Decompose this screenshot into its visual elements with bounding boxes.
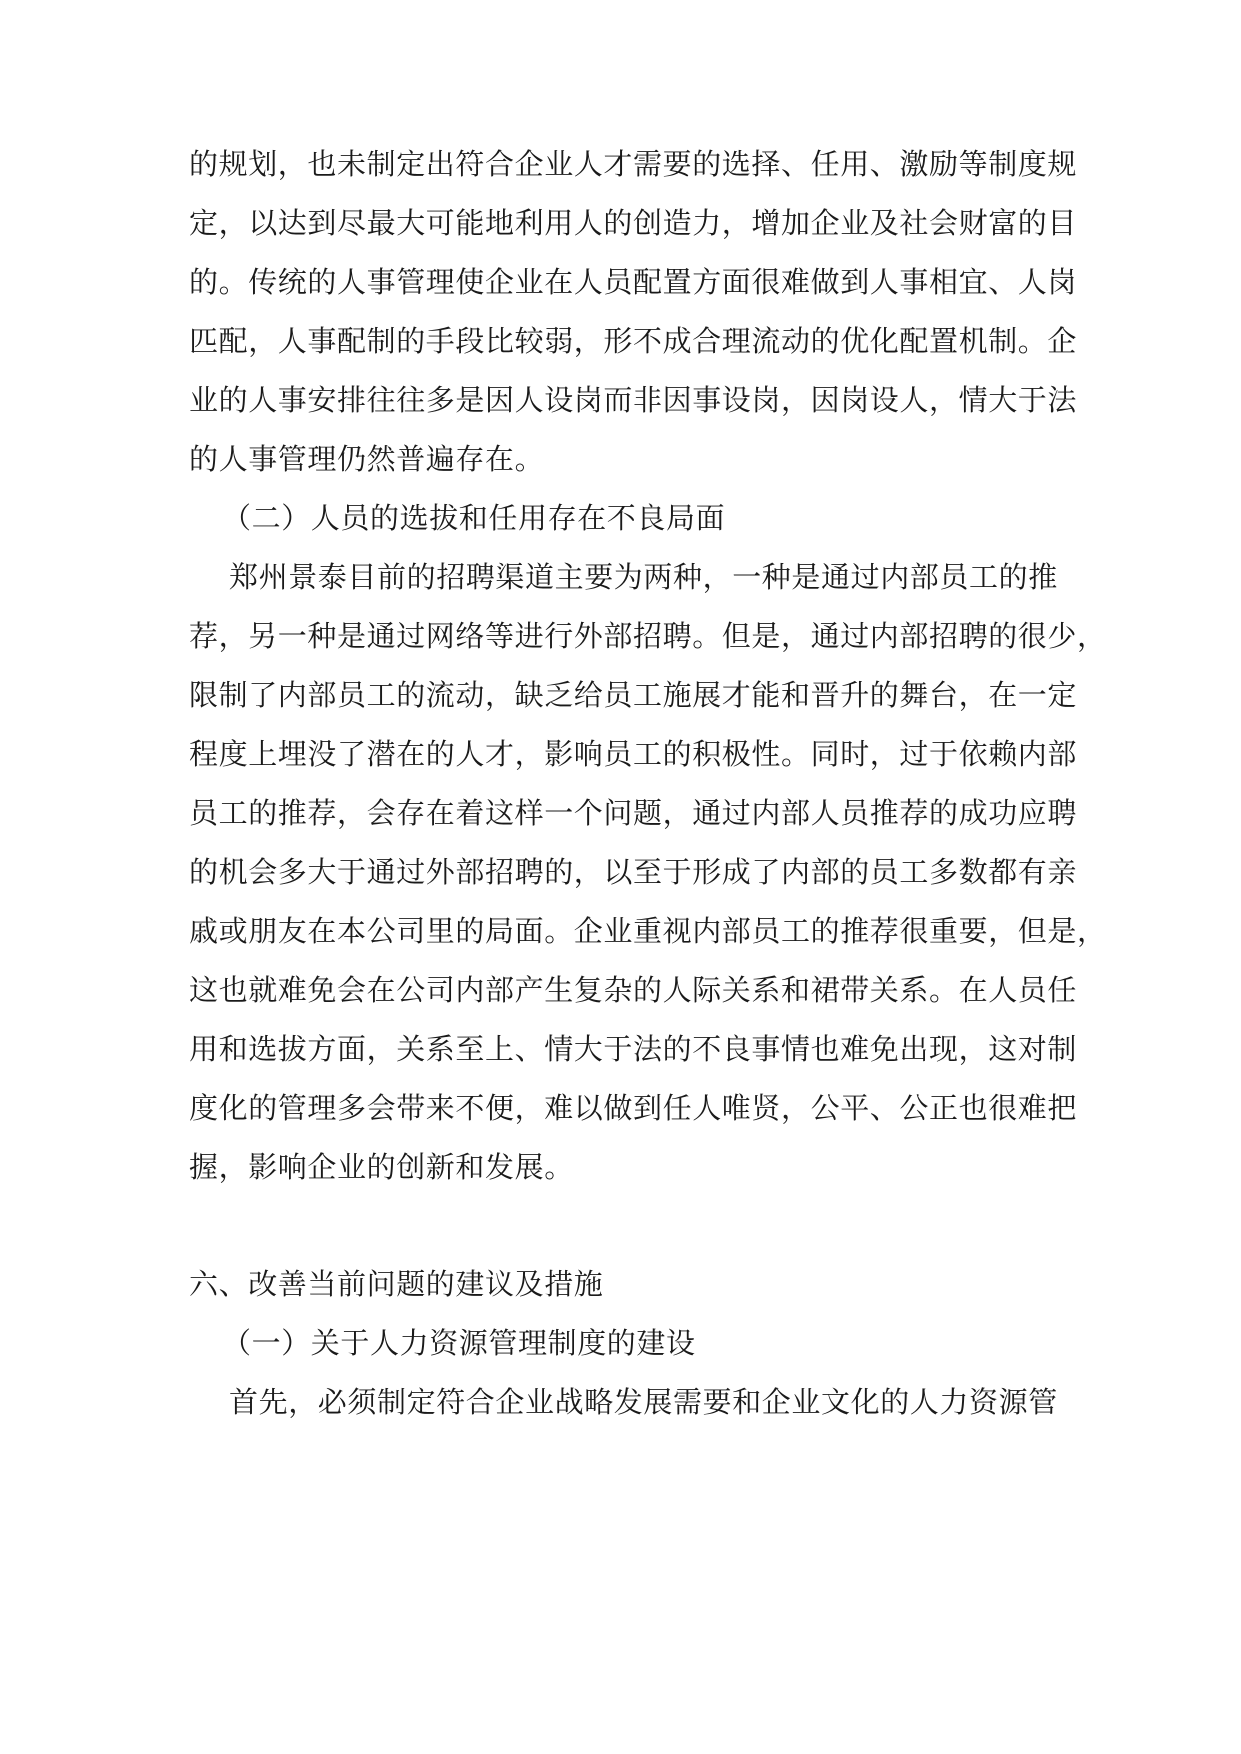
paragraph-line: 度化的管理多会带来不便，难以做到任人唯贤，公平、公正也很难把 <box>189 1091 1078 1125</box>
paragraph-line: 郑州景泰目前的招聘渠道主要为两种，一种是通过内部员工的推 <box>229 560 1058 594</box>
paragraph-line: 员工的推荐，会存在着这样一个问题，通过内部人员推荐的成功应聘 <box>189 796 1078 830</box>
paragraph-line: 业的人事安排往往多是因人设岗而非因事设岗，因岗设人，情大于法 <box>189 383 1078 417</box>
paragraph-line: 这也就难免会在公司内部产生复杂的人际关系和裙带关系。在人员任 <box>189 973 1078 1007</box>
paragraph-line: 限制了内部员工的流动，缺乏给员工施展才能和晋升的舞台，在一定 <box>189 678 1078 712</box>
section-heading: 六、改善当前问题的建议及措施 <box>189 1267 604 1301</box>
paragraph-line: 定，以达到尽最大可能地利用人的创造力，增加企业及社会财富的目 <box>189 206 1078 240</box>
paragraph-line: 握，影响企业的创新和发展。 <box>189 1150 574 1184</box>
paragraph-line: 戚或朋友在本公司里的局面。企业重视内部员工的推荐很重要，但是， <box>189 914 1107 948</box>
paragraph-line: 的机会多大于通过外部招聘的，以至于形成了内部的员工多数都有亲 <box>189 855 1078 889</box>
subheading: （一）关于人力资源管理制度的建设 <box>222 1326 696 1360</box>
subheading: （二）人员的选拔和任用存在不良局面 <box>222 501 726 535</box>
paragraph-line: 匹配，人事配制的手段比较弱，形不成合理流动的优化配置机制。企 <box>189 324 1078 358</box>
paragraph-line: 的规划，也未制定出符合企业人才需要的选择、任用、激励等制度规 <box>189 147 1078 181</box>
paragraph-line: 的。传统的人事管理使企业在人员配置方面很难做到人事相宜、人岗 <box>189 265 1078 299</box>
paragraph-line: 程度上埋没了潜在的人才，影响员工的积极性。同时，过于依赖内部 <box>189 737 1078 771</box>
paragraph-line: 首先，必须制定符合企业战略发展需要和企业文化的人力资源管 <box>229 1385 1058 1419</box>
paragraph-line: 荐，另一种是通过网络等进行外部招聘。但是，通过内部招聘的很少， <box>189 619 1107 653</box>
paragraph-line: 的人事管理仍然普遍存在。 <box>189 442 545 476</box>
paragraph-line: 用和选拔方面，关系至上、情大于法的不良事情也难免出现，这对制 <box>189 1032 1078 1066</box>
